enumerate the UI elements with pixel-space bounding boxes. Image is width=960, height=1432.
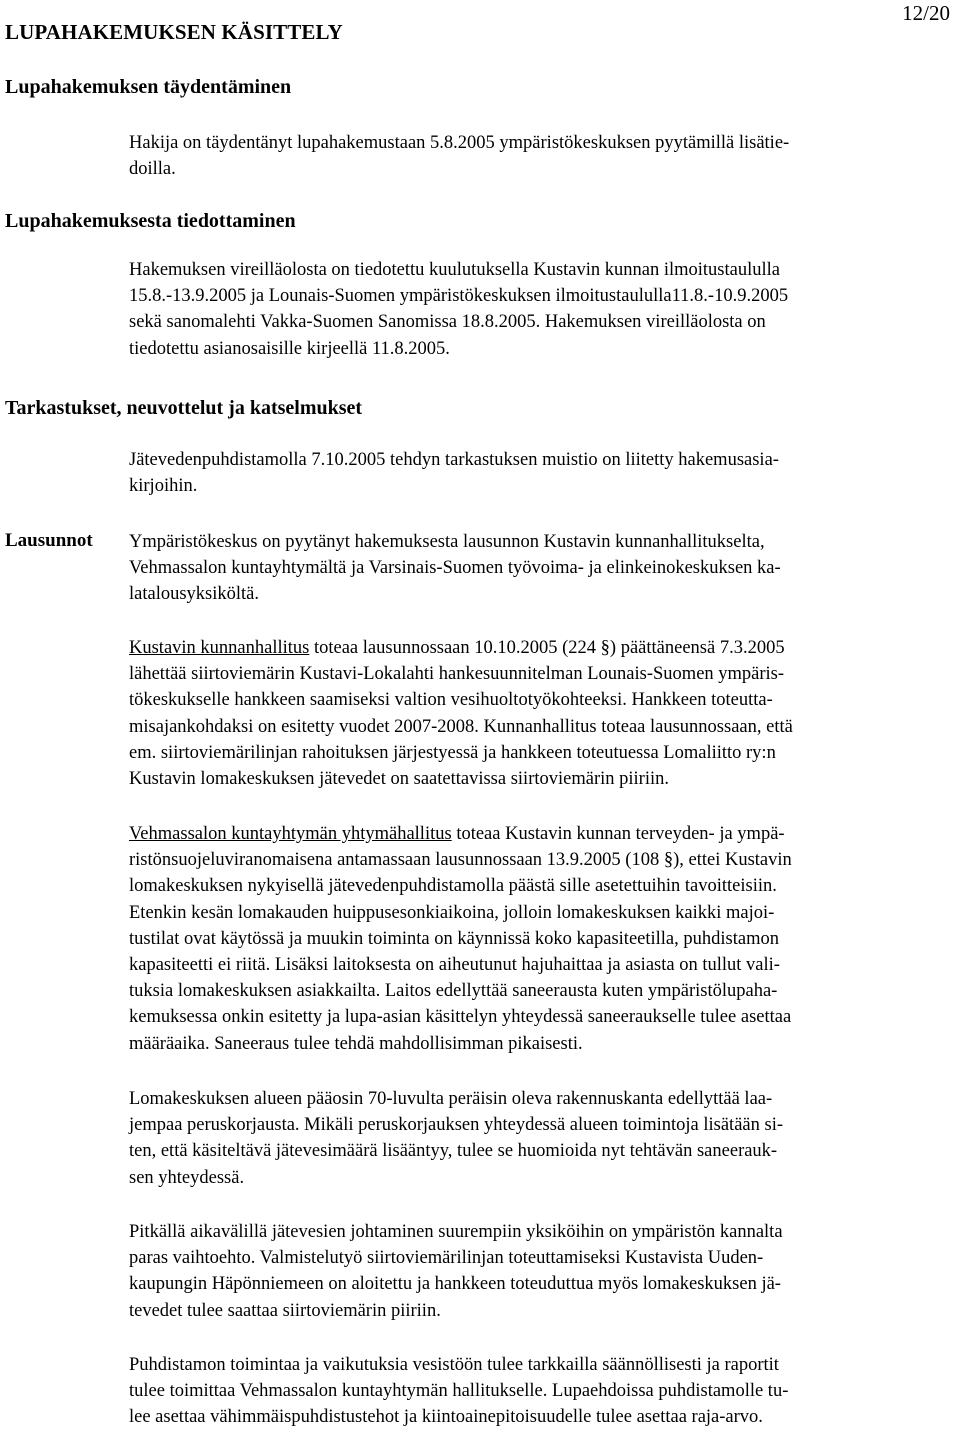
text-line: [129, 635, 949, 661]
text-line: Ympäristökeskus on pyytänyt hakemuksesta lausunnon Kustavin kunnanhallitukselta,: [129, 532, 765, 552]
text-line: 15.8.-13.9.2005 ja Lounais-Suomen ympäristökeskuksen ilmoitustaululla11.8.-10.9.2005: [129, 286, 789, 307]
text-line: misajankohdaksi on esitetty vuodet 2007-2008. Kunnanhallitus toteaa lausunnossaan, että: [129, 716, 793, 737]
text-line: määräaika. Saneeraus tulee tehdä mahdollisimman pikaisesti.: [129, 1033, 583, 1054]
page-number: 12/20: [902, 1, 950, 25]
text-line: Hakemuksen vireilläolosta on tiedotettu kuulutuksella Kustavin kunnan ilmoitustaululla: [129, 260, 780, 280]
paragraph-pitkalla-aikavalilla: [129, 1219, 949, 1324]
text-line: lähettää siirtoviemärin Kustavi-Lokalahti hankesuunnitelman Lounais-Suomen ympäris-: [129, 664, 785, 685]
text-line: kirjoihin.: [129, 476, 198, 497]
paragraph-kunnanhallitus: [129, 635, 949, 792]
text-line: Vehmassalon kuntayhtymältä ja Varsinais-Suomen työvoima- ja elinkeinokeskuksen ka-: [129, 558, 781, 579]
heading-tarkastukset: Tarkastukset, neuvottelut ja katselmukset: [5, 397, 363, 419]
text-line: Lomakeskuksen alueen pääosin 70-luvulta peräisin oleva rakennuskanta edellyttää laa-: [129, 1089, 773, 1109]
paragraph-tiedottaminen: [129, 257, 949, 362]
text-line: sekä sanomalehti Vakka-Suomen Sanomissa 18.8.2005. Hakemuksen vireilläolosta on: [129, 312, 766, 333]
vehmassalo-lead: Vehmassalon kuntayhtymän yhtymähallitus: [129, 824, 452, 844]
text-line: doilla.: [129, 159, 176, 180]
text-line: ristönsuojeluviranomaisena antamassaan lausunnossaan 13.9.2005 (108 §), ettei Kustavin: [129, 850, 792, 871]
kunnanhallitus-lead: Kustavin kunnanhallitus: [129, 638, 310, 658]
paragraph-taydentaminen: [129, 130, 949, 182]
text-line: kaupungin Häpönniemeen on aloitettu ja hankkeen toteuduttua myös lomakeskuksen jä-: [129, 1274, 781, 1295]
text-line: tulee toimittaa Vehmassalon kuntayhtymän hallitukselle. Lupaehdoissa puhdistamolle tu-: [129, 1381, 789, 1402]
text-line: tökeskukselle hankkeen saamiseksi valtion vesihuoltotyökohteeksi. Hankkeen toteutta-: [129, 690, 773, 711]
text-line: tevedet tulee saattaa siirtoviemärin piiriin.: [129, 1300, 441, 1321]
text-line: Pitkällä aikavälillä jätevesien johtaminen suurempiin yksiköihin on ympäristön kannalta: [129, 1222, 783, 1242]
text-line: jempaa peruskorjausta. Mikäli peruskorjauksen yhteydessä alueen toimintoja lisätään si-: [129, 1115, 783, 1136]
heading-tiedottaminen: Lupahakemuksesta tiedottaminen: [5, 210, 296, 232]
paragraph-rakennuskanta: [129, 1086, 949, 1191]
text-line: em. siirtoviemärilinjan rahoituksen järjestyessä ja hankkeen toteutuessa Lomaliitto ry:n: [129, 742, 776, 763]
heading-taydentaminen: Lupahakemuksen täydentäminen: [5, 76, 292, 98]
text-line: Etenkin kesän lomakauden huippusesonkiaikoina, jolloin lomakeskuksen kaikki majoi-: [129, 902, 775, 923]
text-line: tiedotettu asianosaisille kirjeellä 11.8.2005.: [129, 338, 450, 359]
text-line: tuksia lomakeskuksen asiakkailta. Laitos edellyttää saneerausta kuten ympäristölupaha-: [129, 981, 778, 1002]
text-line: [129, 821, 949, 847]
paragraph-lausunnot-intro: [129, 529, 949, 608]
text-line: ten, että käsiteltävä jätevesimäärä lisääntyy, tulee se huomioida nyt tehtävän saneerauk-: [129, 1141, 778, 1162]
text-line: Jätevedenpuhdistamolla 7.10.2005 tehdyn tarkastuksen muistio on liitetty hakemusasia-: [129, 450, 779, 470]
kunnanhallitus-first-rest: toteaa lausunnossaan 10.10.2005 (224 §) päättäneensä 7.3.2005: [309, 638, 785, 658]
paragraph-tarkastukset: [129, 447, 949, 499]
paragraph-puhdistamo: [129, 1352, 949, 1431]
text-line: tustilat ovat käytössä ja muukin toiminta on käynnissä koko kapasiteetilla, puhdistamon: [129, 928, 779, 949]
text-line: lomakeskuksen nykyisellä jätevedenpuhdistamolla päästä sille asetettuihin tavoitteisiin.: [129, 876, 777, 897]
text-line: kapasiteetti ei riitä. Lisäksi laitoksesta on aiheutunut hajuhaittaa ja asiasta on tullut vali-: [129, 955, 780, 976]
text-line: sen yhteydessä.: [129, 1167, 245, 1188]
text-line: Hakija on täydentänyt lupahakemustaan 5.8.2005 ympäristökeskuksen pyytämillä lisätie-: [129, 133, 790, 153]
text-line: lee asettaa vähimmäispuhdistustehot ja kiintoainepitoisuudelle tulee asettaa raja-arvo.: [129, 1407, 763, 1428]
paragraph-vehmassalo: [129, 821, 949, 1057]
text-line: kemuksessa onkin esitetty ja lupa-asian käsittelyn yhteydessä saneeraukselle tulee asettaa: [129, 1007, 792, 1028]
text-line: latalousyksiköltä.: [129, 584, 259, 605]
document-title: LUPAHAKEMUKSEN KÄSITTELY: [5, 20, 343, 44]
text-line: Puhdistamon toimintaa ja vaikutuksia vesistöön tulee tarkkailla säännöllisesti ja raportit: [129, 1355, 779, 1375]
vehmassalo-first-rest: toteaa Kustavin kunnan terveyden- ja ympä-: [451, 824, 785, 844]
text-line: paras vaihtoehto. Valmistelutyö siirtoviemärilinjan toteuttamiseksi Kustavista Uuden-: [129, 1248, 764, 1269]
lausunnot-label: Lausunnot: [5, 530, 93, 551]
text-line: Kustavin lomakeskuksen jätevedet on saatettavissa siirtoviemärin piiriin.: [129, 769, 669, 790]
